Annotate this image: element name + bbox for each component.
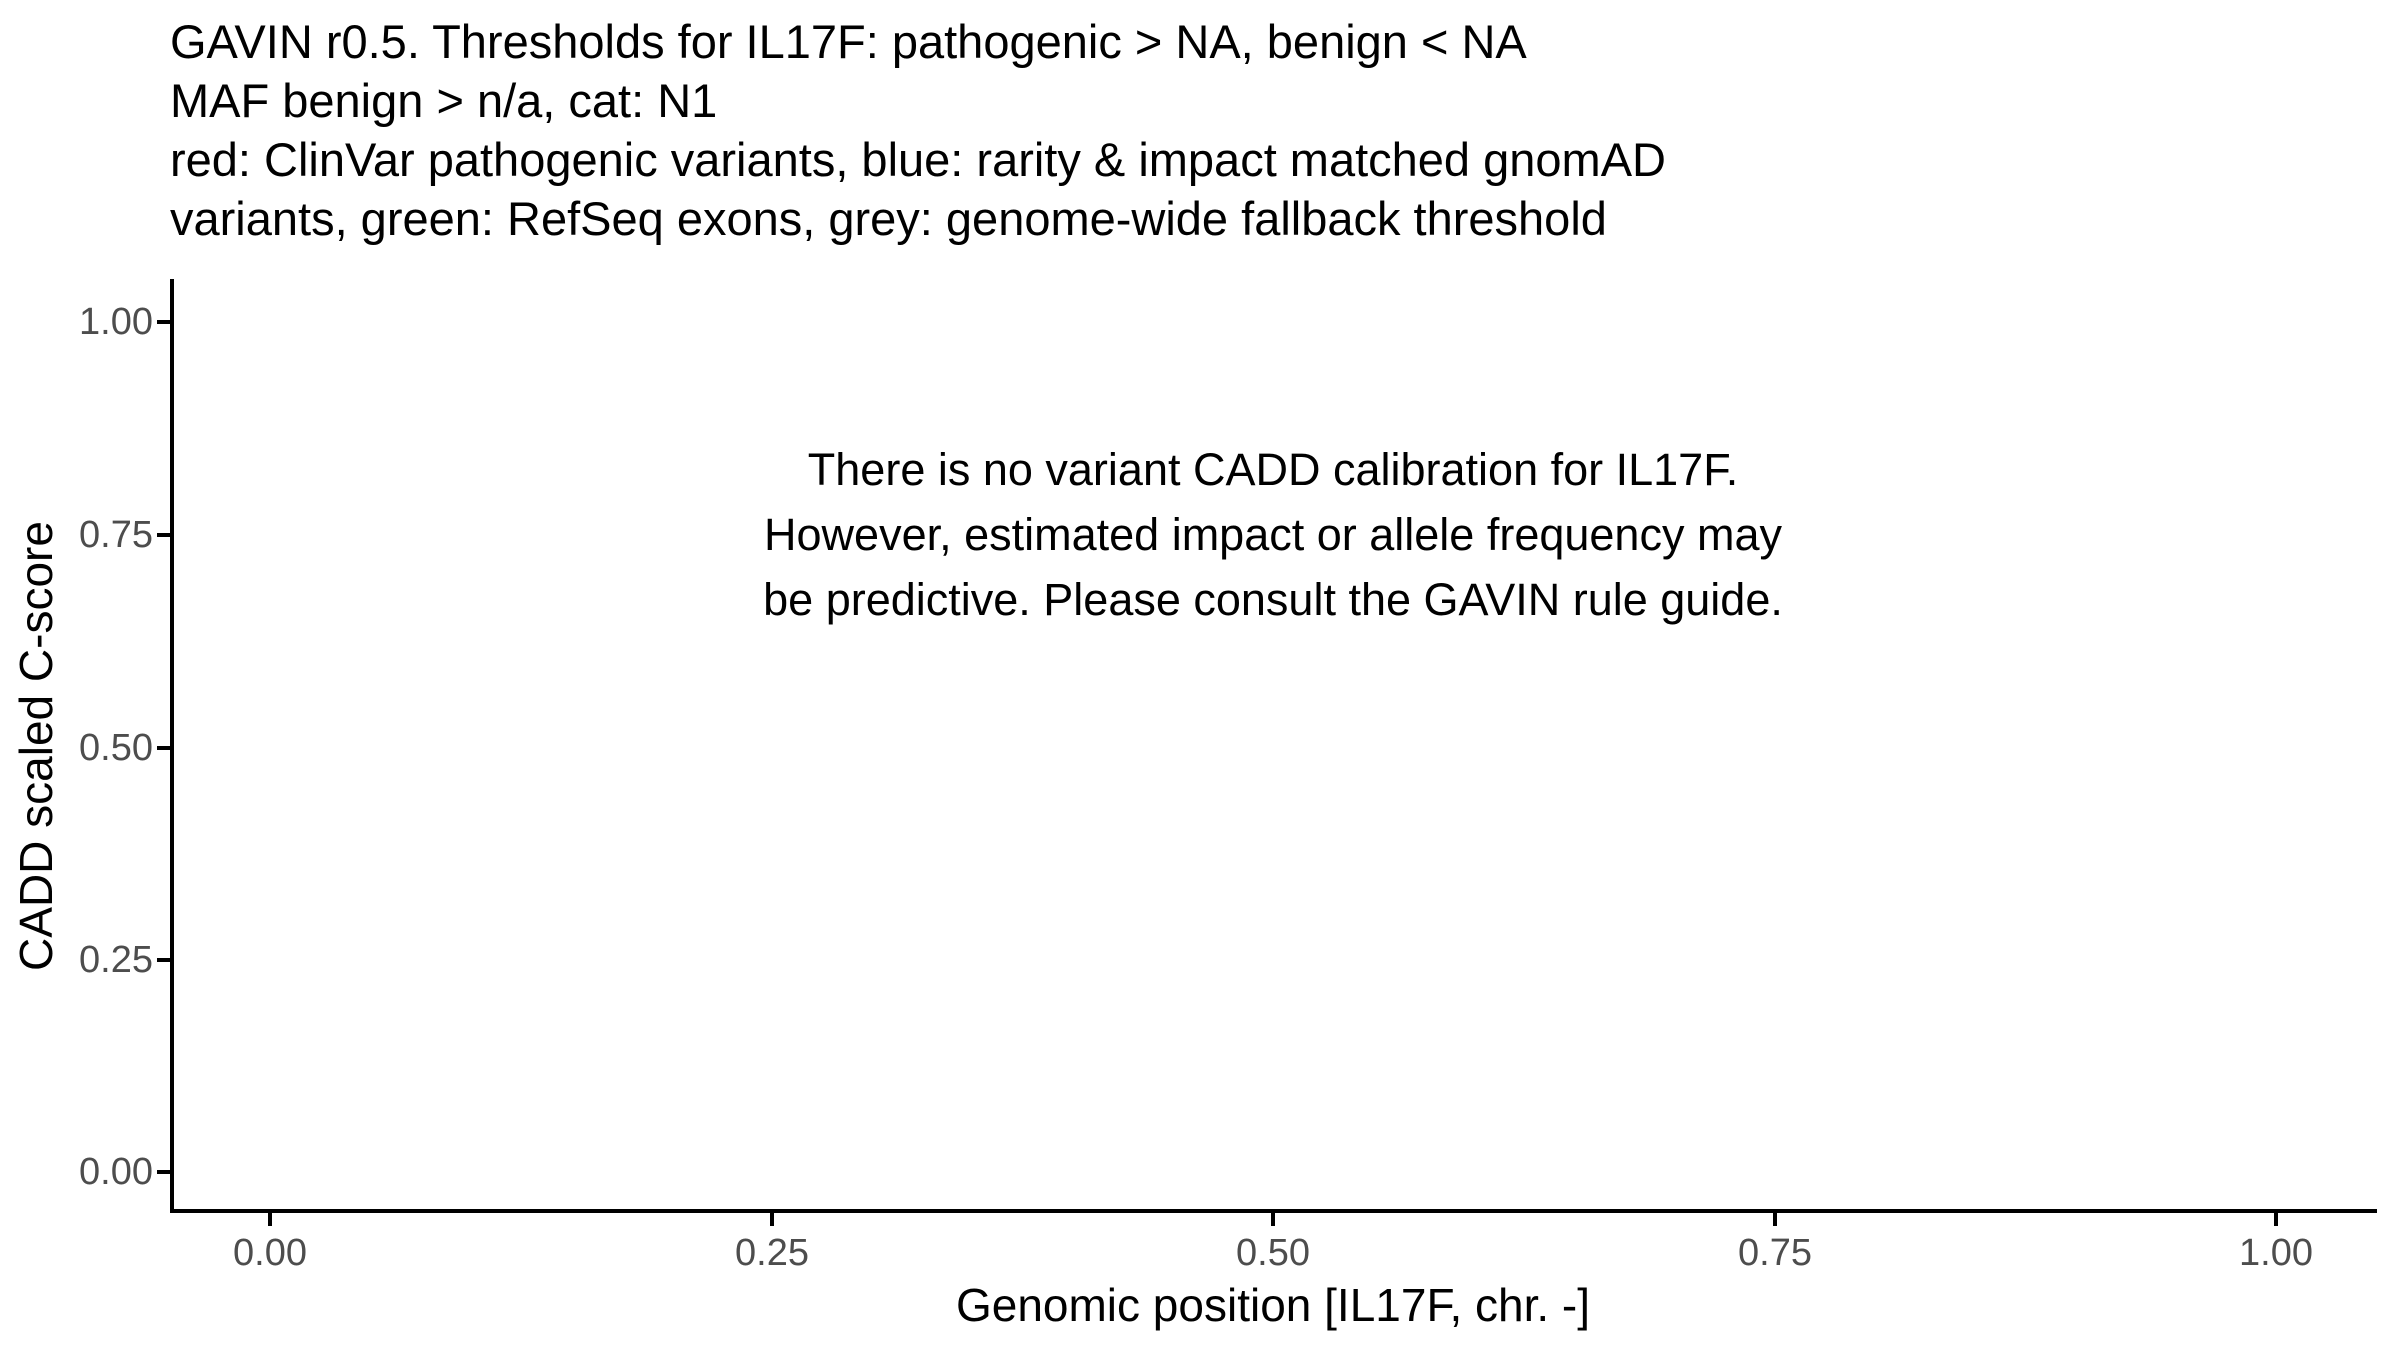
y-tick-mark-0.50 [157, 746, 170, 750]
plot-title-line-1: GAVIN r0.5. Thresholds for IL17F: pathogenic > NA, benign < NA [170, 15, 1527, 68]
y-axis-title: CADD scaled C-score [10, 521, 62, 971]
y-tick-label-0.25: 0.25 [79, 939, 153, 981]
panel-annotation [763, 437, 1783, 632]
panel-annotation-line-2: However, estimated impact or allele frequency may [764, 509, 1782, 560]
x-tick-mark-1.00 [2274, 1213, 2278, 1226]
x-tick-label-0.25: 0.25 [735, 1232, 809, 1274]
x-axis-title: Genomic position [IL17F, chr. -] [955, 1279, 1591, 1331]
x-tick-mark-0.75 [1773, 1213, 1777, 1226]
y-tick-label-1.00: 1.00 [79, 301, 153, 343]
x-tick-label-0.75: 0.75 [1738, 1232, 1812, 1274]
plot-title-line-4: variants, green: RefSeq exons, grey: genome-wide fallback threshold [170, 192, 1607, 245]
x-tick-label-1.00: 1.00 [2239, 1232, 2313, 1274]
x-tick-label-0.50: 0.50 [1236, 1232, 1310, 1274]
x-tick-mark-0.50 [1271, 1213, 1275, 1226]
x-tick-label-0.00: 0.00 [233, 1232, 307, 1274]
y-tick-label-0.50: 0.50 [79, 727, 153, 769]
plot-panel [170, 279, 2377, 1213]
y-tick-mark-1.00 [157, 320, 170, 324]
y-tick-mark-0.25 [157, 958, 170, 962]
plot-title-line-3: red: ClinVar pathogenic variants, blue: rarity & impact matched gnomAD [170, 133, 1666, 186]
x-tick-mark-0.25 [770, 1213, 774, 1226]
y-tick-mark-0.75 [157, 533, 170, 537]
plot-title [170, 12, 1666, 248]
x-tick-mark-0.00 [268, 1213, 272, 1226]
y-tick-label-0.75: 0.75 [79, 514, 153, 556]
y-tick-label-0.00: 0.00 [79, 1151, 153, 1193]
plot-title-line-2: MAF benign > n/a, cat: N1 [170, 74, 718, 127]
panel-annotation-line-3: be predictive. Please consult the GAVIN rule guide. [763, 574, 1783, 625]
y-tick-mark-0.00 [157, 1170, 170, 1174]
panel-annotation-line-1: There is no variant CADD calibration for IL17F. [807, 444, 1739, 495]
